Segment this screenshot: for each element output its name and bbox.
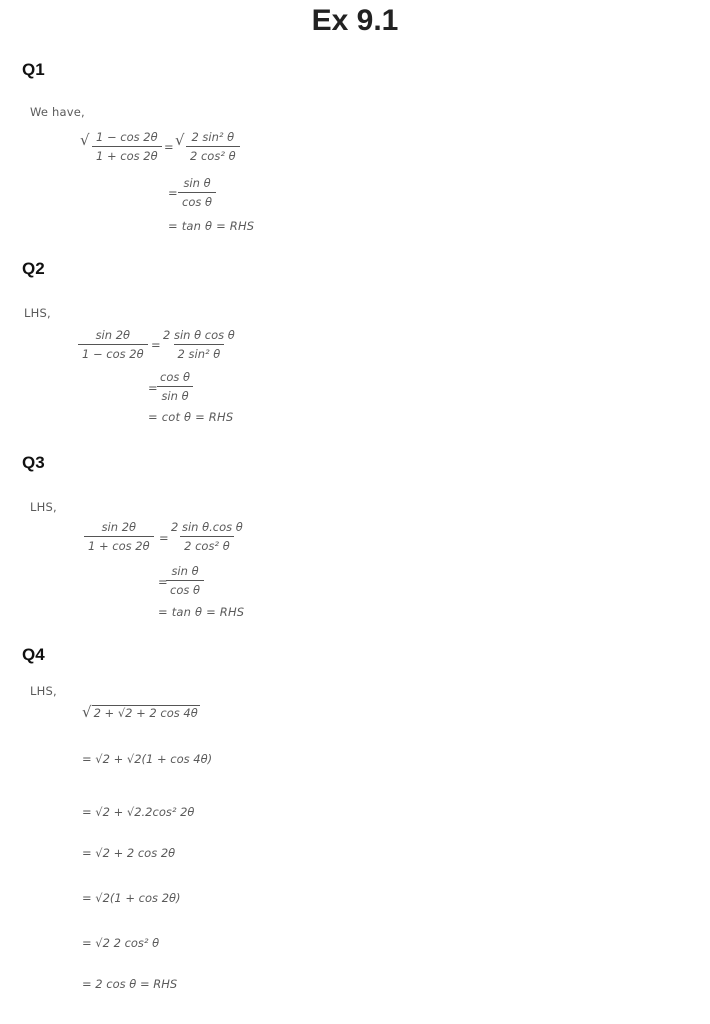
q1-equals-2: =: [168, 186, 178, 200]
q1-equals: =: [164, 140, 174, 154]
q2-equals: =: [151, 338, 161, 352]
q2-rhs-numerator: 2 sin θ cos θ: [163, 328, 235, 342]
question-label-q3: Q3: [22, 453, 45, 472]
q3-rhs-numerator: 2 sin θ.cos θ: [171, 520, 243, 534]
q1-lhs-denominator: 1 + cos 2θ: [92, 146, 162, 163]
q4-line3: = √2 + √2.2cos² 2θ: [82, 805, 195, 819]
q3-equals-2: =: [158, 575, 168, 589]
q3-line2-fraction: [166, 564, 204, 597]
q4-line1-radicand: 2 + √2 + 2 cos 4θ: [93, 706, 198, 720]
q2-lhs-denominator: 1 − cos 2θ: [78, 344, 148, 361]
q3-line2-numerator: sin θ: [171, 564, 199, 578]
q1-rhs-denominator: 2 cos² θ: [186, 146, 240, 163]
q2-line2-fraction: [156, 370, 194, 403]
question-label-q1: Q1: [22, 60, 45, 79]
q3-lhs-denominator: 1 + cos 2θ: [84, 536, 154, 553]
q2-lhs-numerator: sin 2θ: [95, 328, 131, 342]
q2-equals-2: =: [148, 381, 158, 395]
q3-line2-denominator: cos θ: [166, 580, 204, 597]
question-label-q2: Q2: [22, 259, 45, 278]
q1-lhs-numerator: 1 − cos 2θ: [96, 130, 158, 144]
page-title: Ex 9.1: [311, 4, 399, 37]
q4-line5: = √2(1 + cos 2θ): [82, 891, 181, 905]
q3-rhs-denominator: 2 cos² θ: [180, 536, 234, 553]
q3-lhs-numerator: sin 2θ: [101, 520, 137, 534]
q4-intro: LHS,: [30, 684, 57, 698]
q4-line7: = 2 cos θ = RHS: [82, 977, 178, 991]
q3-line3: = tan θ = RHS: [158, 605, 245, 619]
q1-line2-numerator: sin θ: [183, 176, 211, 190]
q2-line2-numerator: cos θ: [160, 370, 191, 384]
q4-line6: = √2 2 cos² θ: [82, 936, 160, 950]
q3-rhs-fraction: [167, 520, 247, 553]
q1-line3: = tan θ = RHS: [168, 219, 255, 233]
q3-equals: =: [159, 531, 169, 545]
q2-rhs-denominator: 2 sin² θ: [174, 344, 225, 361]
q2-rhs-fraction: [159, 328, 239, 361]
q1-line2-fraction: [178, 176, 216, 209]
q3-lhs-fraction: [84, 520, 154, 553]
question-label-q4: Q4: [22, 645, 45, 664]
q4-line4: = √2 + 2 cos 2θ: [82, 846, 176, 860]
q1-rhs-radical: √: [175, 131, 185, 149]
q4-line2: = √2 + √2(1 + cos 4θ): [82, 752, 213, 766]
q4-line1: √ 2 + √2 + 2 cos 4θ: [82, 703, 198, 721]
q1-line2-denominator: cos θ: [178, 192, 216, 209]
q2-lhs-fraction: [78, 328, 148, 361]
q1-intro: We have,: [30, 105, 85, 119]
q1-lhs-fraction: [92, 130, 162, 163]
q3-intro: LHS,: [30, 500, 57, 514]
q1-line1: √: [80, 131, 90, 149]
q2-line3: = cot θ = RHS: [148, 410, 234, 424]
q1-rhs-numerator: 2 sin² θ: [191, 130, 235, 144]
q2-line2-denominator: sin θ: [157, 386, 192, 403]
q1-rhs-fraction: [186, 130, 240, 163]
q2-intro: LHS,: [24, 306, 51, 320]
